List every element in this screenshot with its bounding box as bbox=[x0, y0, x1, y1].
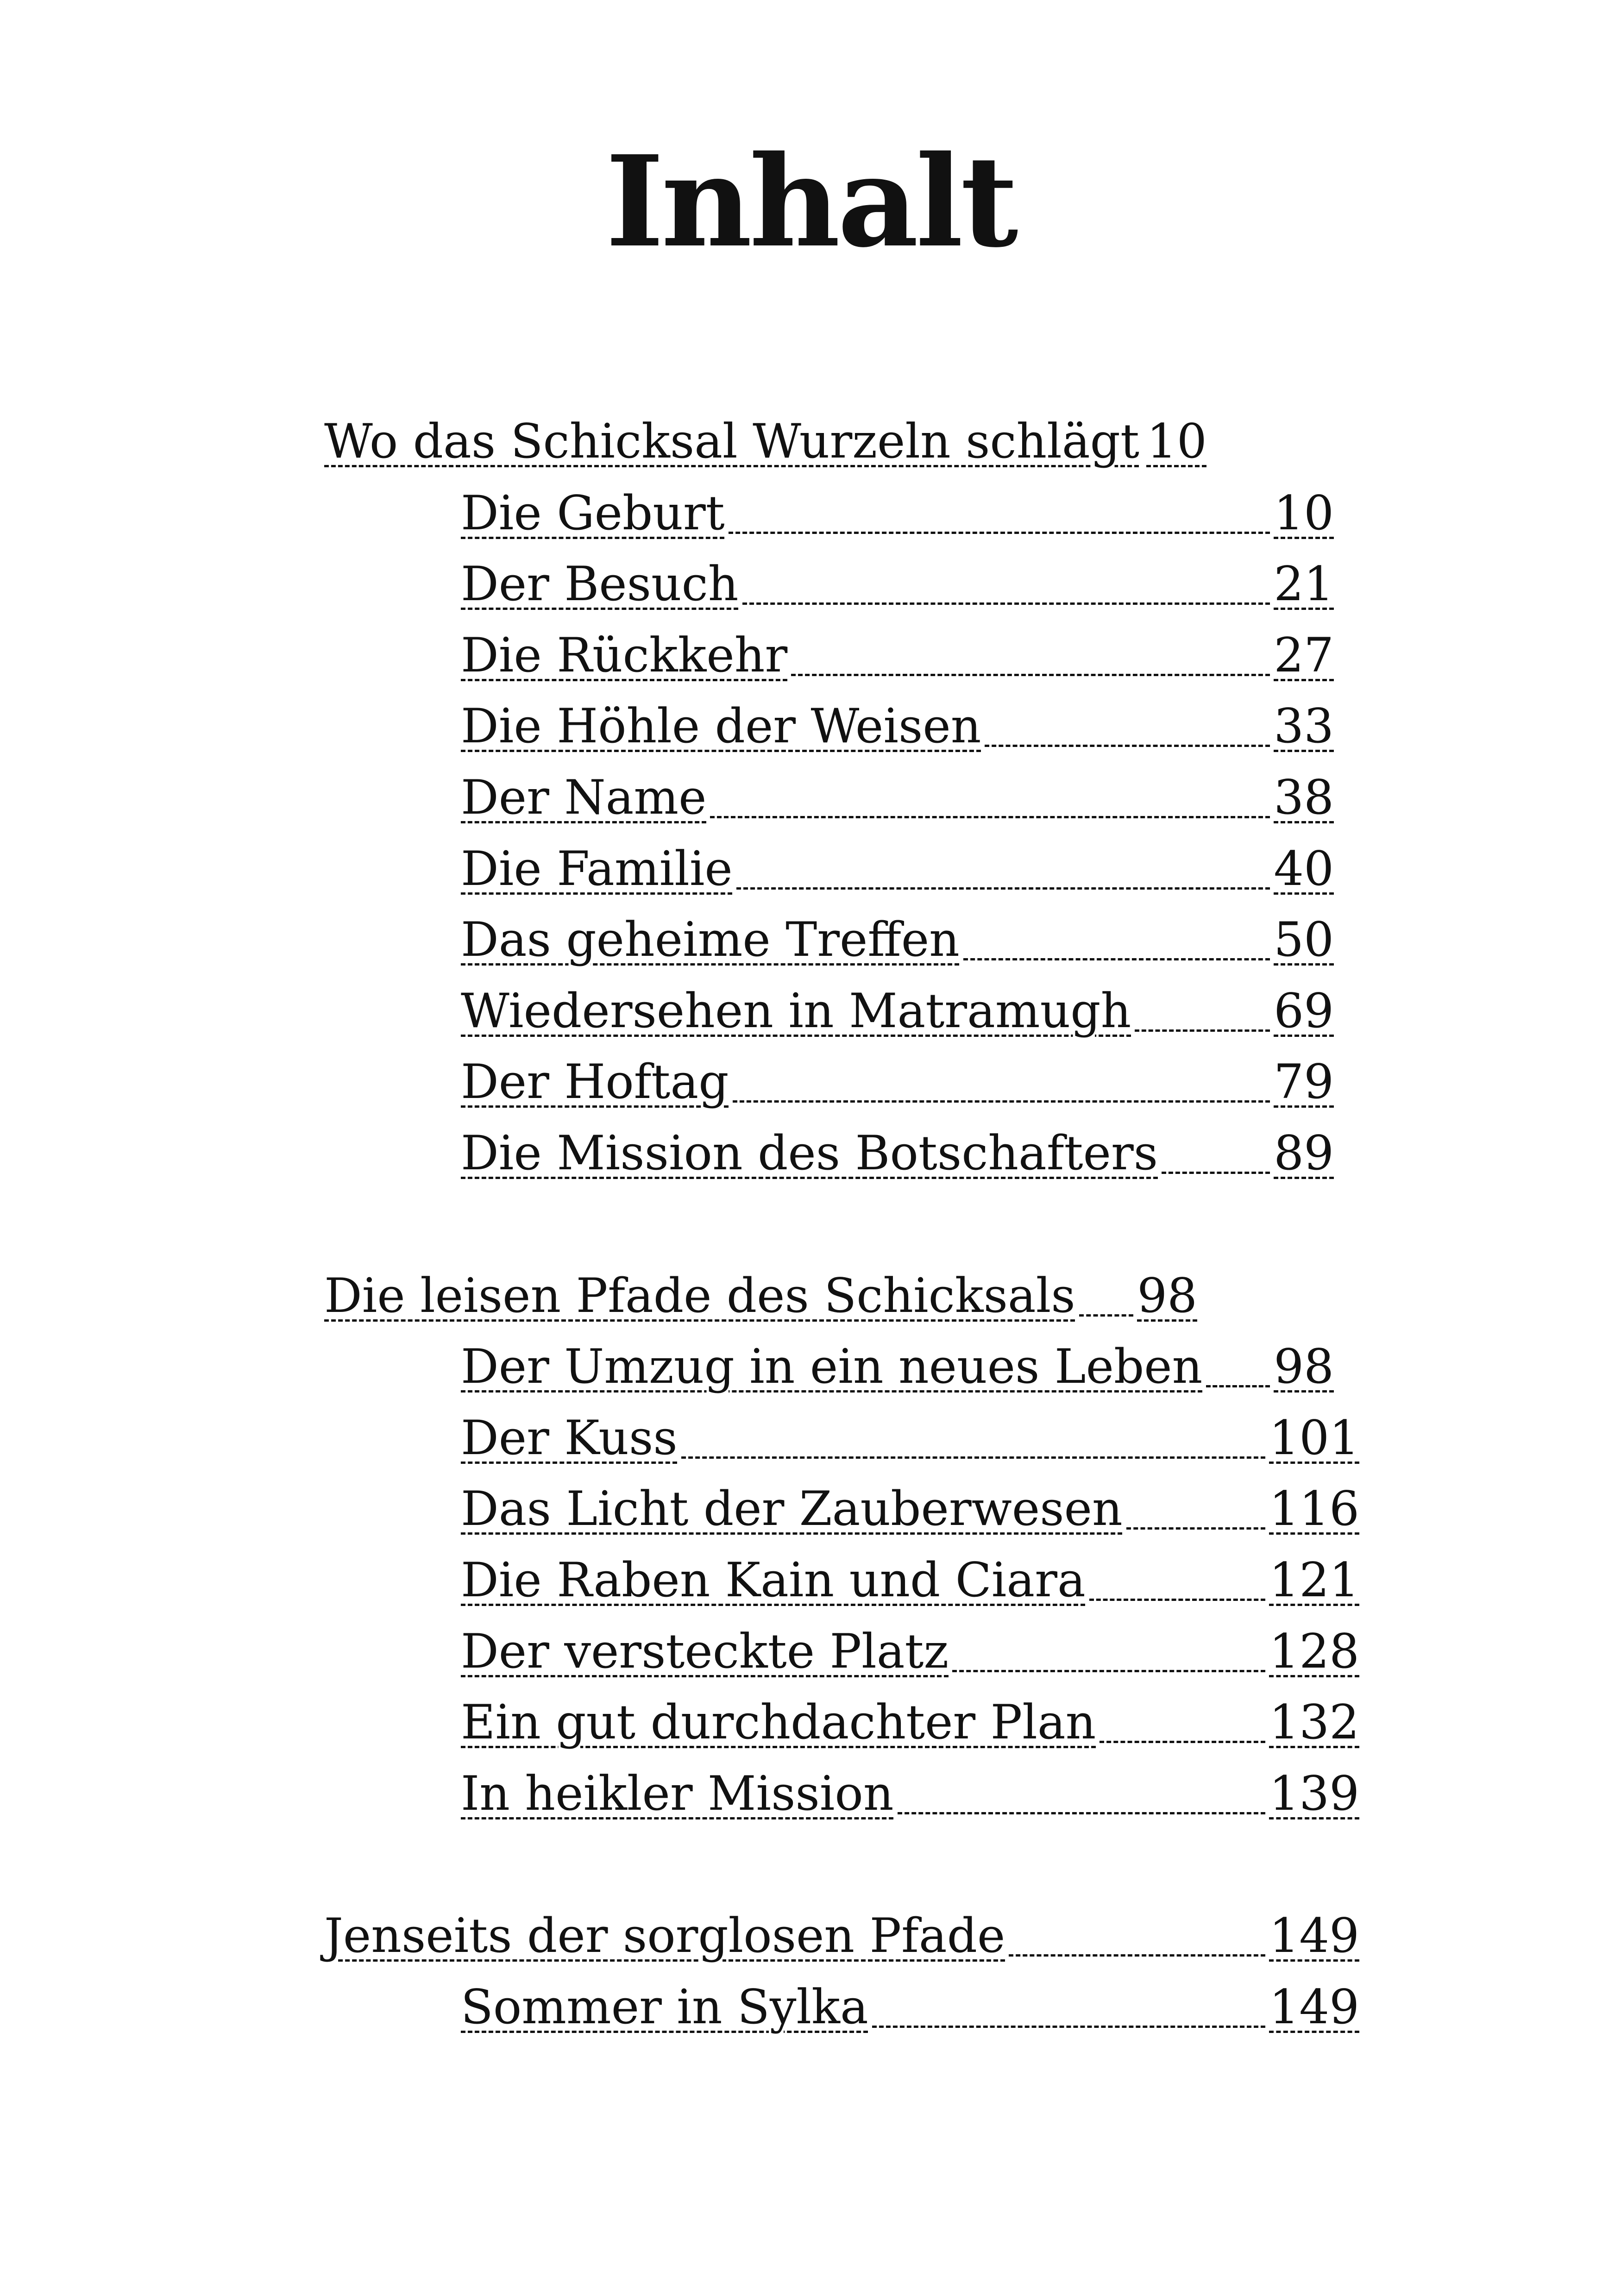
dotted-leader bbox=[1079, 1314, 1134, 1317]
toc-page-number: 128 bbox=[1269, 1624, 1359, 1679]
toc-page-number: 89 bbox=[1274, 1125, 1334, 1181]
toc-page-number: 139 bbox=[1269, 1766, 1359, 1821]
toc-chapter-entry[interactable] bbox=[461, 841, 1334, 900]
dotted-leader bbox=[729, 532, 1270, 534]
dotted-leader bbox=[1100, 1741, 1265, 1743]
toc-page-number: 40 bbox=[1274, 841, 1334, 897]
toc-section-entry[interactable] bbox=[324, 1268, 1197, 1327]
toc-chapter-entry[interactable] bbox=[461, 983, 1334, 1042]
toc-section-title: Wo das Schicksal Wurzeln schlägt bbox=[324, 414, 1139, 469]
dotted-leader bbox=[1135, 1029, 1270, 1032]
dotted-leader bbox=[1126, 1527, 1266, 1530]
toc-chapter-title: Die Mission des Botschafters bbox=[461, 1125, 1158, 1181]
toc-chapter-entry[interactable] bbox=[461, 1979, 1359, 2038]
toc-page-number: 27 bbox=[1274, 627, 1334, 683]
toc-chapter-entry[interactable] bbox=[461, 1125, 1334, 1184]
toc-page-number: 116 bbox=[1269, 1481, 1359, 1537]
toc-chapter-entry[interactable] bbox=[461, 1339, 1334, 1398]
toc-section-title: Jenseits der sorglosen Pfade bbox=[324, 1908, 1005, 1964]
toc-chapter-title: Das geheime Treffen bbox=[461, 912, 960, 967]
toc-chapter-title: Der Name bbox=[461, 770, 707, 825]
dotted-leader bbox=[733, 1100, 1270, 1103]
dotted-leader bbox=[1162, 1172, 1270, 1174]
toc-chapter-title: Der Besuch bbox=[461, 556, 739, 612]
toc-chapter-entry[interactable] bbox=[461, 627, 1334, 686]
toc-chapter-title: Die Höhle der Weisen bbox=[461, 698, 981, 754]
toc-page-number: 10 bbox=[1274, 485, 1334, 541]
toc-section-title: Die leisen Pfade des Schicksals bbox=[324, 1268, 1075, 1324]
dotted-leader bbox=[1089, 1599, 1266, 1601]
dotted-leader bbox=[872, 2026, 1266, 2028]
toc-page-number: 33 bbox=[1274, 698, 1334, 754]
toc-chapter-title: Sommer in Sylka bbox=[461, 1979, 868, 2035]
dotted-leader bbox=[736, 887, 1270, 890]
toc-chapter-entry[interactable] bbox=[461, 1054, 1334, 1113]
toc-page-number: 38 bbox=[1274, 770, 1334, 825]
toc-chapter-entry[interactable] bbox=[461, 485, 1334, 544]
toc-page-number: 69 bbox=[1274, 983, 1334, 1039]
toc-chapter-title: Das Licht der Zauberwesen bbox=[461, 1481, 1123, 1537]
toc-chapter-title: In heikler Mission bbox=[461, 1766, 894, 1821]
toc-page-number: 98 bbox=[1137, 1268, 1197, 1324]
toc-chapter-title: Der versteckte Platz bbox=[461, 1624, 949, 1679]
toc-page-number: 132 bbox=[1269, 1694, 1359, 1750]
dotted-leader bbox=[681, 1456, 1266, 1459]
toc-chapter-title: Ein gut durchdachter Plan bbox=[461, 1694, 1096, 1750]
toc-page-number: 121 bbox=[1269, 1552, 1359, 1608]
toc-page-number: 101 bbox=[1269, 1410, 1359, 1466]
dotted-leader bbox=[1206, 1385, 1270, 1387]
toc-section-entry[interactable] bbox=[324, 1908, 1359, 1967]
toc-chapter-entry[interactable] bbox=[461, 912, 1334, 971]
toc-page-number: 149 bbox=[1269, 1979, 1359, 2035]
toc-chapter-entry[interactable] bbox=[461, 1624, 1359, 1682]
toc-chapter-entry[interactable] bbox=[461, 1694, 1359, 1753]
dotted-leader bbox=[898, 1812, 1266, 1814]
toc-chapter-title: Der Umzug in ein neues Leben bbox=[461, 1339, 1203, 1394]
dotted-leader bbox=[791, 674, 1270, 676]
toc-chapter-title: Die Rückkehr bbox=[461, 627, 788, 683]
toc-page-number: 149 bbox=[1269, 1908, 1359, 1964]
toc-chapter-entry[interactable] bbox=[461, 1766, 1359, 1825]
toc-section-entry[interactable] bbox=[324, 414, 1207, 472]
dotted-leader bbox=[963, 958, 1270, 960]
toc-chapter-entry[interactable] bbox=[461, 1552, 1359, 1611]
dotted-leader bbox=[742, 602, 1270, 605]
toc-chapter-entry[interactable] bbox=[461, 1410, 1359, 1469]
dotted-leader bbox=[985, 745, 1270, 747]
toc-chapter-entry[interactable] bbox=[461, 698, 1334, 757]
toc-page-number: 10 bbox=[1146, 414, 1207, 469]
toc-chapter-title: Die Familie bbox=[461, 841, 733, 897]
toc-page-number: 79 bbox=[1274, 1054, 1334, 1110]
toc-chapter-title: Wiedersehen in Matramugh bbox=[461, 983, 1131, 1039]
page-title: Inhalt bbox=[605, 128, 1016, 275]
toc-chapter-entry[interactable] bbox=[461, 556, 1334, 615]
dotted-leader bbox=[1009, 1954, 1265, 1957]
toc-chapter-title: Die Raben Kain und Ciara bbox=[461, 1552, 1086, 1608]
toc-chapter-entry[interactable] bbox=[461, 1481, 1359, 1540]
dotted-leader bbox=[952, 1670, 1265, 1672]
toc-page-number: 50 bbox=[1274, 912, 1334, 967]
dotted-leader bbox=[710, 816, 1270, 818]
toc-chapter-title: Die Geburt bbox=[461, 485, 725, 541]
toc-chapter-entry[interactable] bbox=[461, 770, 1334, 828]
toc-chapter-title: Der Hoftag bbox=[461, 1054, 729, 1110]
toc-page-number: 21 bbox=[1274, 556, 1334, 612]
toc-chapter-title: Der Kuss bbox=[461, 1410, 678, 1466]
toc-page-number: 98 bbox=[1274, 1339, 1334, 1394]
